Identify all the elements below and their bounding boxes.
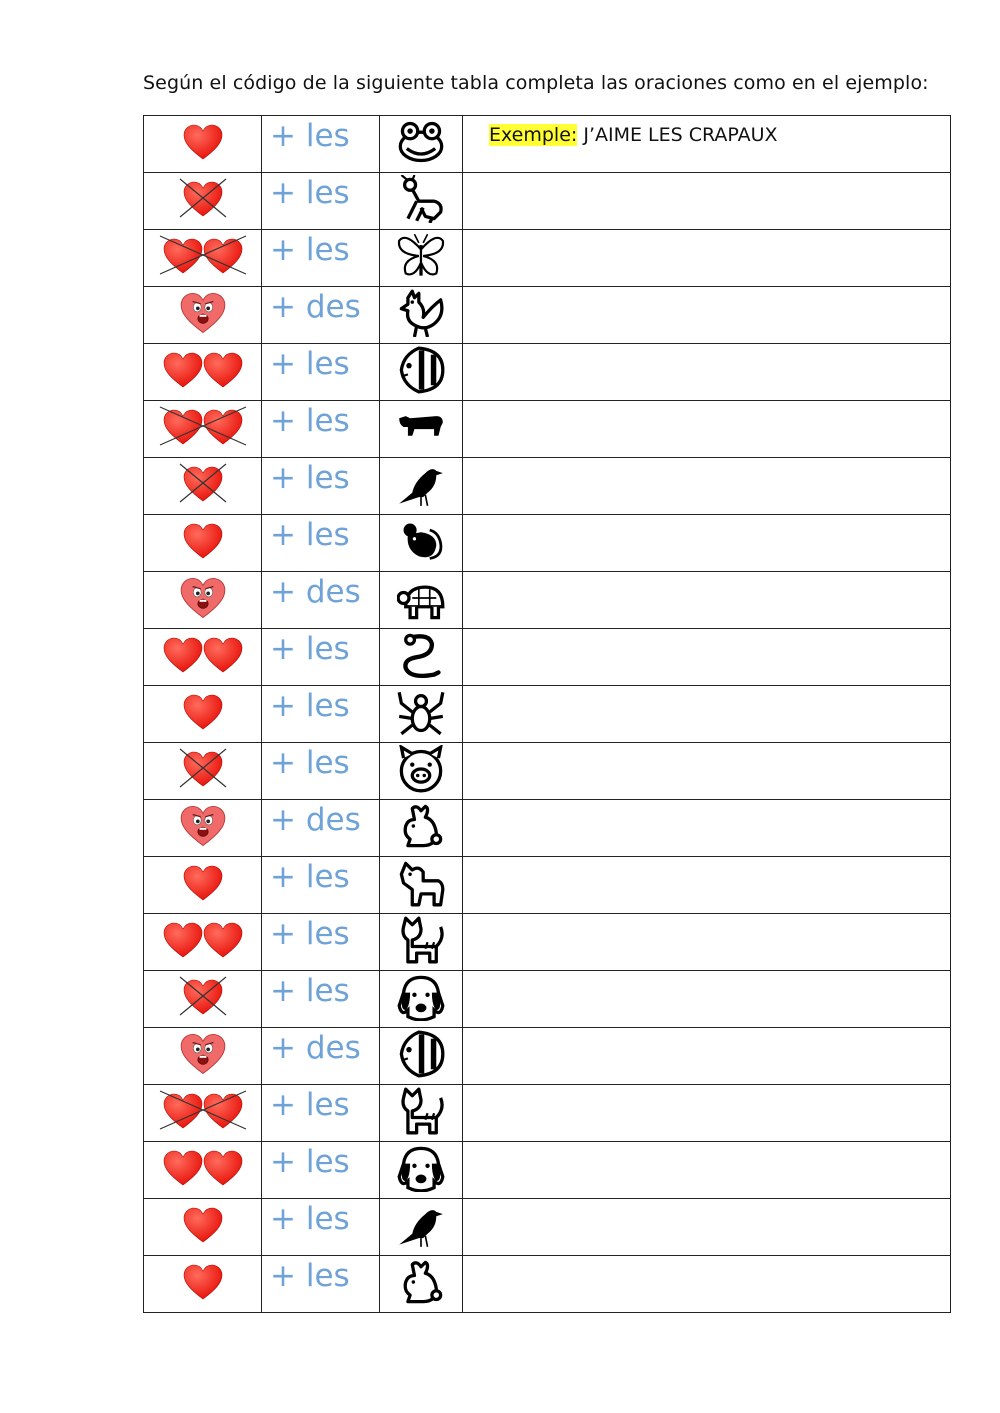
article-label: + des <box>270 1030 361 1066</box>
animal-cell <box>380 1256 463 1313</box>
scared-heart-icon <box>180 291 226 335</box>
double-heart-icon <box>163 636 243 674</box>
table-row <box>144 1028 951 1085</box>
crossed-heart-icon <box>183 180 223 218</box>
rabbit-icon <box>397 1258 445 1310</box>
dog-icon <box>397 973 445 1025</box>
example-label: Exemple: <box>489 124 578 146</box>
answer-cell[interactable] <box>463 857 951 914</box>
code-cell <box>144 401 262 458</box>
code-table <box>143 115 951 1313</box>
code-cell <box>144 629 262 686</box>
double-heart-icon <box>163 1149 243 1187</box>
table-row <box>144 629 951 686</box>
example-text: J’AIME LES CRAPAUX <box>583 124 778 146</box>
animal-cell <box>380 173 463 230</box>
answer-cell[interactable] <box>463 1256 951 1313</box>
article-label: + les <box>270 631 350 667</box>
article-label: + des <box>270 802 361 838</box>
animal-cell <box>380 629 463 686</box>
instruction-text: Según el código de la siguiente tabla completa las oraciones como en el ejemplo: <box>143 72 929 94</box>
code-cell <box>144 1199 262 1256</box>
table-row <box>144 1085 951 1142</box>
animal-cell <box>380 743 463 800</box>
code-cell <box>144 116 262 173</box>
table-row <box>144 971 951 1028</box>
animal-cell <box>380 1142 463 1199</box>
animal-cell <box>380 458 463 515</box>
pig-icon <box>397 745 445 797</box>
heart-icon <box>183 1263 223 1301</box>
animal-cell <box>380 914 463 971</box>
code-cell <box>144 458 262 515</box>
answer-cell[interactable] <box>463 914 951 971</box>
answer-cell[interactable] <box>463 230 951 287</box>
answer-cell[interactable] <box>463 344 951 401</box>
article-label: + les <box>270 859 350 895</box>
article-label: + des <box>270 289 361 325</box>
crossed-double-heart-icon <box>163 237 243 275</box>
crossed-heart-icon <box>183 978 223 1016</box>
article-label: + les <box>270 916 350 952</box>
article-label: + les <box>270 118 350 154</box>
table-row <box>144 800 951 857</box>
code-cell <box>144 914 262 971</box>
article-cell <box>262 401 380 458</box>
table-row <box>144 1199 951 1256</box>
mouse-icon <box>397 517 445 569</box>
code-cell <box>144 1085 262 1142</box>
table-row <box>144 857 951 914</box>
animal-cell <box>380 344 463 401</box>
answer-cell[interactable] <box>463 572 951 629</box>
article-label: + les <box>270 403 350 439</box>
table-row <box>144 686 951 743</box>
crossed-double-heart-icon <box>163 408 243 446</box>
article-label: + les <box>270 973 350 1009</box>
article-cell <box>262 515 380 572</box>
article-cell <box>262 686 380 743</box>
article-cell <box>262 1142 380 1199</box>
answer-cell[interactable] <box>463 971 951 1028</box>
article-label: + les <box>270 1201 350 1237</box>
heart-icon <box>183 123 223 161</box>
code-cell <box>144 743 262 800</box>
code-cell <box>144 287 262 344</box>
article-cell <box>262 344 380 401</box>
ant-icon <box>397 175 445 227</box>
table-row <box>144 914 951 971</box>
answer-cell[interactable] <box>463 458 951 515</box>
fish-icon <box>397 1030 445 1082</box>
crossed-heart-icon <box>183 465 223 503</box>
scared-heart-icon <box>180 1032 226 1076</box>
cat-icon <box>397 1087 445 1139</box>
article-cell <box>262 800 380 857</box>
animal-cell <box>380 1199 463 1256</box>
code-cell <box>144 572 262 629</box>
answer-cell[interactable] <box>463 686 951 743</box>
code-cell <box>144 800 262 857</box>
spider-icon <box>397 688 445 740</box>
article-label: + les <box>270 175 350 211</box>
code-cell <box>144 515 262 572</box>
answer-cell[interactable] <box>463 287 951 344</box>
answer-cell[interactable] <box>463 1028 951 1085</box>
table-row <box>144 1256 951 1313</box>
animal-cell <box>380 230 463 287</box>
example-sentence <box>463 124 950 146</box>
table-row <box>144 173 951 230</box>
heart-icon <box>183 864 223 902</box>
article-label: + les <box>270 1144 350 1180</box>
code-cell <box>144 1142 262 1199</box>
answer-cell[interactable] <box>463 515 951 572</box>
rabbit-icon <box>397 802 445 854</box>
article-label: + les <box>270 688 350 724</box>
scared-heart-icon <box>180 804 226 848</box>
table-row <box>144 344 951 401</box>
animal-cell <box>380 116 463 173</box>
article-cell <box>262 458 380 515</box>
animal-cell <box>380 401 463 458</box>
answer-cell[interactable] <box>463 1199 951 1256</box>
article-cell <box>262 1085 380 1142</box>
answer-cell[interactable] <box>463 116 951 173</box>
table-row <box>144 230 951 287</box>
article-cell <box>262 572 380 629</box>
answer-cell[interactable] <box>463 1142 951 1199</box>
crossed-double-heart-icon <box>163 1092 243 1130</box>
article-label: + les <box>270 517 350 553</box>
article-cell <box>262 287 380 344</box>
cat-icon <box>397 916 445 968</box>
scared-heart-icon <box>180 576 226 620</box>
code-cell <box>144 173 262 230</box>
code-cell <box>144 230 262 287</box>
code-cell <box>144 1256 262 1313</box>
table-row <box>144 116 951 173</box>
answer-cell[interactable] <box>463 629 951 686</box>
animal-cell <box>380 971 463 1028</box>
table-row <box>144 401 951 458</box>
article-cell <box>262 914 380 971</box>
fish-icon <box>397 346 445 398</box>
animal-cell <box>380 572 463 629</box>
heart-icon <box>183 1206 223 1244</box>
table-row <box>144 287 951 344</box>
animal-cell <box>380 857 463 914</box>
heart-icon <box>183 522 223 560</box>
rooster-icon <box>397 289 445 341</box>
article-label: + les <box>270 745 350 781</box>
crossed-heart-icon <box>183 750 223 788</box>
bird-icon <box>397 460 445 512</box>
heart-icon <box>183 693 223 731</box>
code-cell <box>144 344 262 401</box>
article-cell <box>262 173 380 230</box>
table-row <box>144 515 951 572</box>
article-cell <box>262 230 380 287</box>
bird-icon <box>397 1201 445 1253</box>
animal-cell <box>380 287 463 344</box>
code-cell <box>144 971 262 1028</box>
article-label: + les <box>270 346 350 382</box>
article-cell <box>262 1256 380 1313</box>
article-cell <box>262 857 380 914</box>
animal-cell <box>380 686 463 743</box>
butterfly-icon <box>397 232 445 284</box>
animal-cell <box>380 1085 463 1142</box>
article-cell <box>262 116 380 173</box>
horse-icon <box>397 859 445 911</box>
article-cell <box>262 1199 380 1256</box>
answer-cell[interactable] <box>463 401 951 458</box>
answer-cell[interactable] <box>463 800 951 857</box>
double-heart-icon <box>163 921 243 959</box>
article-label: + les <box>270 1258 350 1294</box>
answer-cell[interactable] <box>463 743 951 800</box>
article-label: + les <box>270 232 350 268</box>
article-label: + les <box>270 1087 350 1123</box>
code-cell <box>144 686 262 743</box>
double-heart-icon <box>163 351 243 389</box>
table-row <box>144 743 951 800</box>
frog-icon <box>397 118 445 170</box>
cow-icon <box>397 403 445 455</box>
table-row <box>144 458 951 515</box>
article-cell <box>262 629 380 686</box>
animal-cell <box>380 515 463 572</box>
article-cell <box>262 1028 380 1085</box>
dog-icon <box>397 1144 445 1196</box>
article-cell <box>262 971 380 1028</box>
answer-cell[interactable] <box>463 173 951 230</box>
snake-icon <box>397 631 445 683</box>
article-label: + des <box>270 574 361 610</box>
code-cell <box>144 857 262 914</box>
table-row <box>144 1142 951 1199</box>
article-label: + les <box>270 460 350 496</box>
code-cell <box>144 1028 262 1085</box>
table-row <box>144 572 951 629</box>
animal-cell <box>380 1028 463 1085</box>
answer-cell[interactable] <box>463 1085 951 1142</box>
article-cell <box>262 743 380 800</box>
animal-cell <box>380 800 463 857</box>
turtle-icon <box>397 574 445 626</box>
